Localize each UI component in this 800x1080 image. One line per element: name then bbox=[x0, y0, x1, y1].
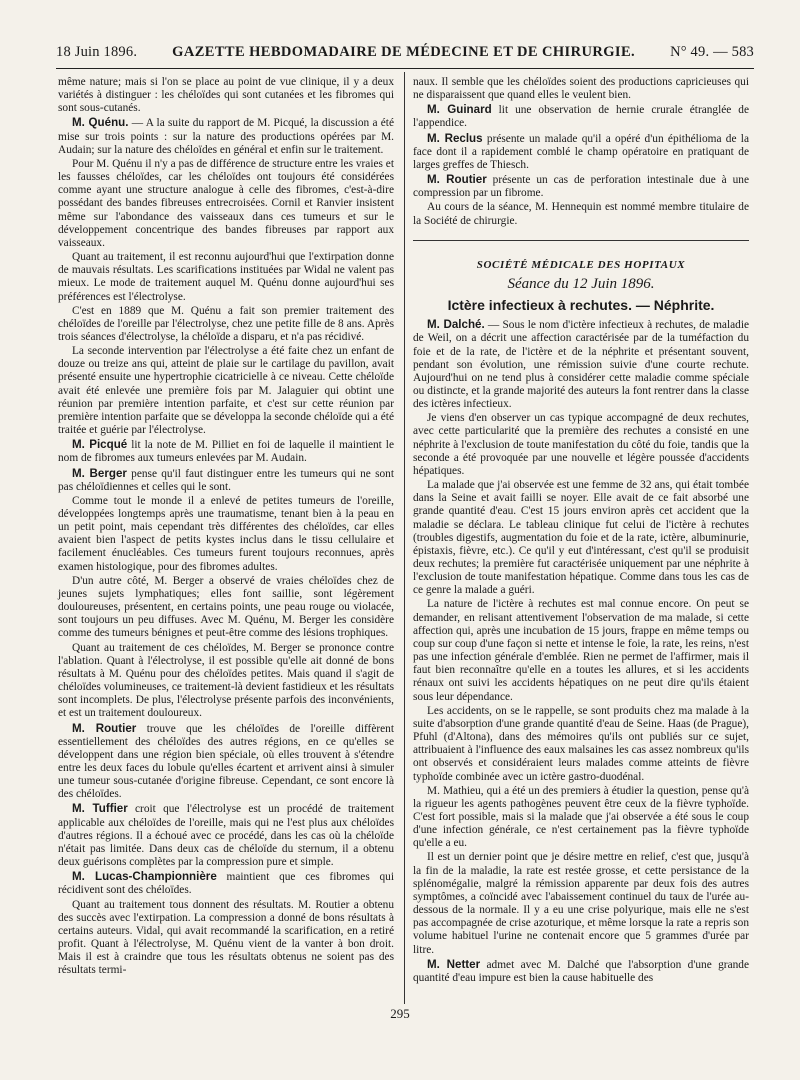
paragraph: Il est un dernier point que je désire mettre en relief, c'est que, jusqu'à la fin de la maladie, la rate est restée grosse, et cette persistance de la splénomégalie, malgré la rémission apparente par deux fois des autres symptômes, a coïncidé avec l'abaissement continuel du taux de l'urée au-dessous de la normale. Il y a eu une crise polyurique, mais elle ne s'est pas accompagnée de crise azoturique, et même lorsque la rate a repris son volume habituel l'urine ne contenait encore que 5 grammes d'urée par litre. bbox=[413, 851, 749, 956]
paragraph bbox=[58, 116, 394, 156]
paragraph bbox=[413, 173, 749, 200]
paragraph: M. Mathieu, qui a été un des premiers à étudier la question, pense qu'à la rigueur les agents pathogènes peuvent être ceux de la fièvre typhoïde. C'est fort possible, mais si la malade que j'ai observée a été sous le coup d'une infection générale, ce n'est certainement pas la fièvre typhoïde qu'elle a eu. bbox=[413, 784, 749, 850]
paragraph: Pour M. Quénu il n'y a pas de différence de structure entre les vraies et les fausses chéloïdes, car les chéloïdes ont toujours été considérées comme ayant une structure analogue à celle des fibromes, c'est-à-dire possédant des bandes fibreuses entrecroisées. Cornil et Ranvier insistent même sur l'abondance des vaisseaux dans ces tumeurs et sur le développement concentrique des bandes fibreuses par rapport aux vaisseaux. bbox=[58, 157, 394, 249]
session-date: Séance du 12 Juin 1896. bbox=[507, 275, 655, 292]
journal-title: GAZETTE HEBDOMADAIRE DE MÉDECINE ET DE CHIRURGIE. bbox=[172, 43, 636, 60]
speaker-name: M. Routier bbox=[427, 173, 487, 187]
speaker-name: M. Reclus bbox=[427, 131, 483, 145]
paragraph: Au cours de la séance, M. Hennequin est nommé membre titulaire de la Société de chirurgie. bbox=[413, 201, 749, 227]
paragraph: La nature de l'ictère à rechutes est mal connue encore. On peut se demander, en relisant attentivement l'observation de ma malade, si cette affection qui, après une incubation de 15 jours, frappe en même temps ou coup sur coup d'une façon si nette et intense le foie, la rate, les reins, n'est pas une infection générale d'emblée. Rien ne permet de l'affirmer, mais il faut bien reconnaître qu'elle en a toutes les allures, et si les accidents rénaux ont suivi les accidents hépatiques on ne peut dire qu'ils étaient sous leur dépendance. bbox=[413, 598, 749, 703]
paragraph: Quant au traitement tous donnent des résultats. M. Routier a obtenu des succès avec l'extirpation. La compression a donné de bons résultats à certains auteurs. Vidal, qui avait recommandé la scarification, en a retiré profit. Quant à l'électrolyse, M. Quénu vient de la vanter à bon droit. Mais il est à craindre que tous les résultats obtenus ne soient pas des résultats termi- bbox=[58, 898, 394, 977]
header-date: 18 Juin 1896. bbox=[56, 43, 138, 60]
paragraph-text: admet avec M. Dalché que l'absorption d'une grande quantité d'eau impure est bien la cause habituelle des bbox=[413, 958, 749, 984]
paragraph: Quant au traitement de ces chéloïdes, M. Berger se prononce contre l'ablation. Quant à l'électrolyse, il est possible qu'elle ait donné de bons résultats à M. Quénu pour des chéloïdes petites. Mais quand il s'agit de chéloïdes volumineuses, ce traitement-là devient fastidieux et les résultats sont incomplets. De plus, l'électrolyse présente parfois des inconvénients, et est un traitement douloureux. bbox=[58, 641, 394, 720]
section-separator bbox=[413, 240, 749, 241]
speaker-name: M. Netter bbox=[427, 957, 481, 971]
speaker-name: M. Lucas-Championnière bbox=[72, 870, 217, 884]
left-column bbox=[58, 76, 394, 978]
paragraph-text: maintient que ces fibromes qui récidivent sont des chéloïdes. bbox=[58, 871, 394, 897]
paragraph-text: trouve que les chéloïdes de l'oreille diffèrent essentiellement des chéloïdes des autres régions, en ce qu'elles se développent dans une région bien spéciale, où elles trouvent à s'étendre entre les deux faces du lobule qu'elles écartent et arrivent ainsi à simuler une tumeur sous-cutanée d'origine fibreuse. Cependant, ce sont encore là des chéloïdes. bbox=[58, 722, 394, 801]
paragraph-text: lit la note de M. Pilliet en foi de laquelle il maintient le nom de fibromes aux tumeurs enlevées par M. Audain. bbox=[58, 439, 394, 465]
paragraph bbox=[413, 958, 749, 985]
article-title: Ictère infectieux à rechutes. — Néphrite. bbox=[447, 297, 715, 314]
paragraph: Quant au traitement, il est reconnu aujourd'hui que l'extirpation donne de mauvais résultats. Les scarifications instituées par Widal ne valent pas mieux. Le mode de traitement auquel M. Quénu donne aujourd'hui ses préférences est l'électrolyse. bbox=[58, 251, 394, 303]
header-rule bbox=[56, 68, 754, 69]
paragraph: Les accidents, on se le rappelle, se sont produits chez ma malade à la suite d'absorption d'une grande quantité d'eau de Seine. Haas (de Prague), Pfuhl (d'Altona), dans des mémoires qu'ils ont publiés sur ce sujet, attribuaient à l'influence des eaux malsaines les cas assez nombreux qu'ils ont observés et considéraient leurs malades comme atteints de fièvre typhoïde combinée avec un ictère gastro-duodénal. bbox=[413, 704, 749, 783]
paragraph-text: lit une observation de hernie crurale étranglée de l'appendice. bbox=[413, 104, 750, 130]
paragraph: Comme tout le monde il a enlevé de petites tumeurs de l'oreille, développées longtemps après une traumatisme, tenant bien à la peau en un petit point, mais cependant très différentes des chéloïdes, car elles avaient bien l'aspect de petits kystes inclus dans le tissu cellulaire et facilement énucléables. Ces tumeurs furent toujours reconnues, après examen histologique, pour des fibromes adultes. bbox=[58, 494, 394, 573]
speaker-name: M. Picqué bbox=[72, 438, 128, 452]
paragraph-text: pense qu'il faut distinguer entre les tumeurs qui ne sont pas chéloïdiennes et celles qui le sont. bbox=[58, 467, 394, 493]
paragraph-text: présente un malade qu'il a opéré d'un épithélioma de la face dont il a rapidement comblé le champ opératoire en pratiquant de larges greffes de Thiesch. bbox=[413, 132, 749, 171]
running-header bbox=[56, 40, 754, 64]
paragraph bbox=[58, 467, 394, 494]
speaker-name: M. Dalché. bbox=[427, 318, 485, 332]
paragraph-text: — A la suite du rapport de M. Picqué, la discussion a été mise sur trois points : sur la nature des productions opérées par M. Audain; sur la nature des chéloïdes en général et enfin sur le traitement. bbox=[58, 117, 394, 156]
speaker-name: M. Routier bbox=[72, 721, 137, 735]
paragraph-text: présente un cas de perforation intestinale due à une compression par un fibrome. bbox=[413, 174, 749, 200]
page-folio: 295 bbox=[390, 1006, 410, 1021]
paragraph: La malade que j'ai observée est une femme de 32 ans, qui était tombée dans la Seine et avait failli se noyer. Elle avait de ce fait absorbé une grande quantité d'eau. C'est 15 jours environ après cet accident que la maladie se déclara. Le tableau clinique fut celui de l'ictère à rechutes (troubles digestifs, augmentation du foie et de la rate, ictère, albuminurie, épistaxis, fièvre, etc.). Ce qu'il y eut d'intéressant, c'est qu'il se produisit deux rechutes; la première fut caractérisée uniquement par une néphrite à l'exclusion de toute manifestation hépatique. Comme dans tous les cas de ce genre la malade a guéri. bbox=[413, 479, 749, 597]
paragraph-text: croit que l'électrolyse est un procédé de traitement applicable aux chéloïdes de l'oreille, mais qui ne l'est plus aux chéloïdes d'autres régions. Il a échoué avec ce procédé, dans les cas où la chéloïde n'était pas limitée. Dans deux cas de chéloïde du sternum, il a obtenu deux guérisons complètes par la compression pure et simple. bbox=[58, 803, 394, 869]
paragraph bbox=[58, 802, 394, 869]
speaker-name: M. Tuffier bbox=[72, 802, 128, 816]
paragraph: même nature; mais si l'on se place au point de vue clinique, il y a deux variétés à distinguer : les chéloïdes qui sont cutanées et les fibromes qui sont sous-cutanés. bbox=[58, 76, 394, 115]
speaker-name: M. Guinard bbox=[427, 103, 492, 117]
paragraph: naux. Il semble que les chéloïdes soient des productions capricieuses qui ne disparaissent que quand elles le veulent bien. bbox=[413, 76, 749, 102]
paragraph bbox=[413, 103, 749, 130]
paragraph bbox=[58, 438, 394, 465]
issue-page-number: N° 49. — 583 bbox=[670, 43, 754, 60]
paragraph bbox=[58, 870, 394, 897]
column-divider bbox=[404, 72, 405, 1004]
right-column bbox=[413, 76, 749, 986]
paragraph: C'est en 1889 que M. Quénu a fait son premier traitement des chéloïdes de l'oreille par l'électrolyse, chez une petite fille de 8 ans. Après trois séances d'électrolyse, la chéloïde a disparu, et n'a pas récidivé. bbox=[58, 304, 394, 343]
paragraph bbox=[413, 132, 749, 172]
speaker-name: M. Quénu. bbox=[72, 116, 129, 130]
paragraph: Je viens d'en observer un cas typique accompagné de deux rechutes, avec cette particularité que la première des rechutes a consisté en une néphrite à l'exclusion de toute manifestation du côté du foie, tandis que la seconde a été provoquée par une nouvelle et légère poussée d'accidents hépatiques. bbox=[413, 412, 749, 477]
speaker-name: M. Berger bbox=[72, 466, 127, 480]
paragraph bbox=[58, 722, 394, 802]
paragraph-text: — Sous le nom d'ictère infectieux à rechutes, de maladie de Weil, on a décrit une affection caractérisée par de la tuméfaction du foie et de la rate, de l'ictère et de la néphrite et présentant souvent, pendant son évolution, une rémission suivie d'une courte rechute. Aujourd'hui on ne tend plus à considérer cette maladie comme spéciale ou distincte, et la grande majorité des auteurs la font rentrer dans la classe des ictères infectieux. bbox=[413, 319, 750, 411]
society-heading: SOCIÉTÉ MÉDICALE DES HOPITAUX bbox=[476, 258, 686, 271]
paragraph: D'un autre côté, M. Berger a observé de vraies chéloïdes chez de jeunes sujets lymphatiques; elles font saillie, sont légèrement douloureuses, présentent, en certains points, une peau rouge ou violacée, sont toujours un peu diffuses. Avec M. Quénu, M. Berger les considère comme des tumeurs bénignes et peut-être comme des lésions trophiques. bbox=[58, 574, 394, 640]
paragraph bbox=[413, 318, 749, 411]
paragraph: La seconde intervention par l'électrolyse a été faite chez un enfant de douze ou treize ans qui, atteint de plaie sur le cartilage du pavillon, avait présenté ensuite une hypertrophie cicatricielle à ce niveau. Cette chéloïde avait été enlevée une première fois par M. Jalaguier qui obtint une réunion par première intention parfaite, et c'est sur cette réunion par première intention parfaite que se développa la seconde chéloïde qui a été traitée et guérie par l'électrolyse. bbox=[58, 345, 394, 437]
